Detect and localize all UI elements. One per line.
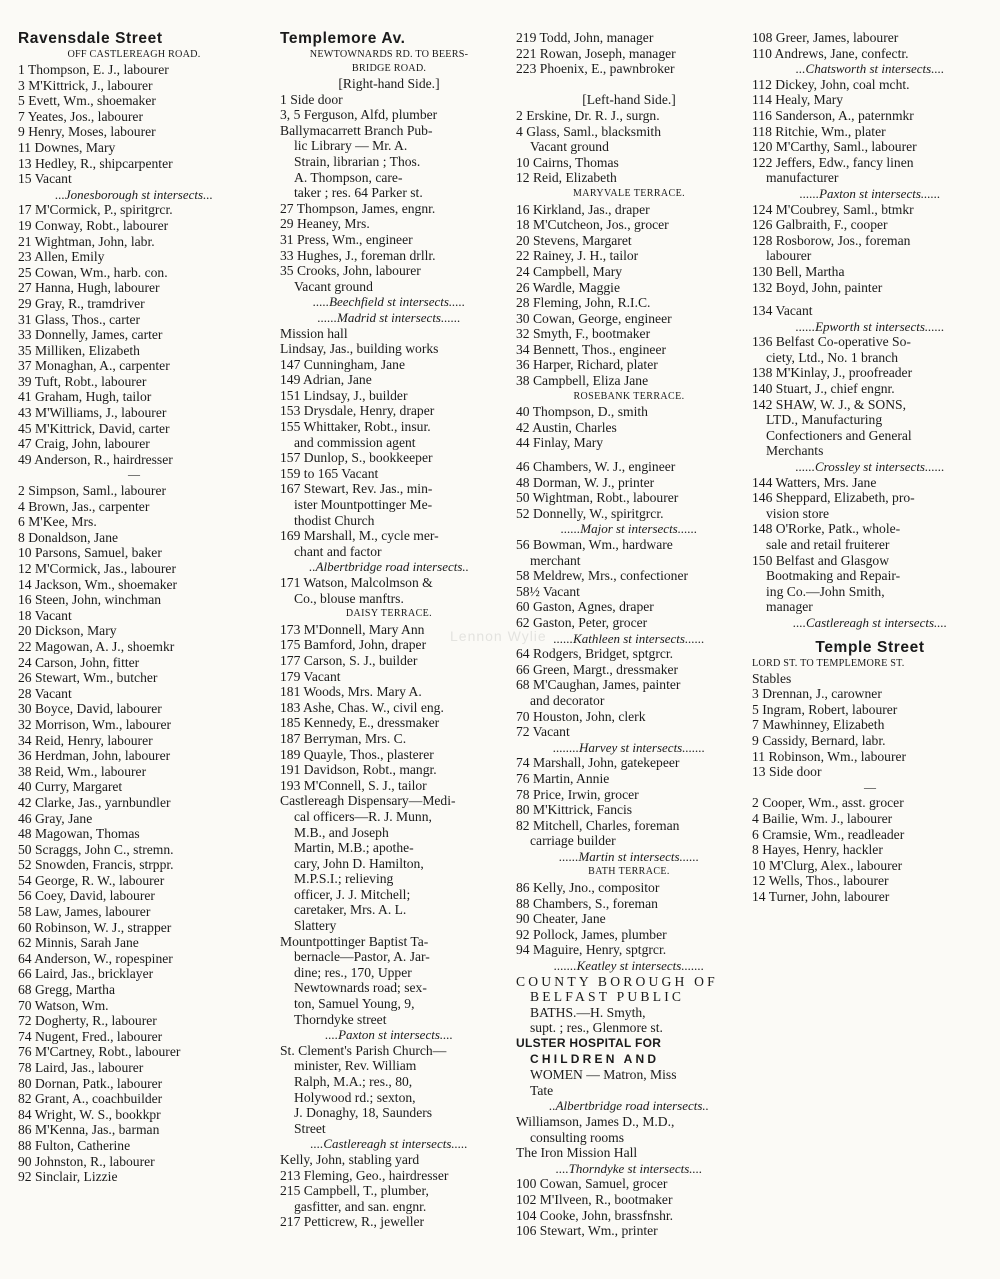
directory-entry: 35 Crooks, John, labourer (280, 263, 421, 279)
directory-entry: 11 Robinson, Wm., labourer (752, 748, 907, 764)
directory-entry: 4 Bailie, Wm. J., labourer (752, 810, 893, 826)
directory-entry: 177 Carson, S. J., builder (280, 652, 418, 668)
entry-continuation: and decorator (530, 692, 605, 708)
directory-entry: 151 Lindsay, J., builder (280, 387, 408, 403)
directory-entry: 27 Thompson, James, engnr. (280, 200, 436, 216)
entry-continuation: Street (294, 1120, 326, 1136)
directory-entry: Castlereagh Dispensary—Medi- (280, 793, 456, 809)
entry-continuation: Merchants (766, 443, 824, 459)
street-route: NEWTOWNARDS RD. TO BEERS- (309, 49, 469, 60)
directory-entry: 167 Stewart, Rev. Jas., min- (280, 481, 433, 497)
directory-entry: 62 Minnis, Sarah Jane (18, 935, 139, 951)
entry-continuation: Co., blouse manftrs. (294, 590, 404, 606)
directory-entry: 11 Downes, Mary (18, 139, 116, 155)
spacer (752, 295, 988, 303)
directory-entry: 86 M'Kenna, Jas., barman (18, 1122, 160, 1138)
column-2 (280, 30, 498, 1230)
directory-entry: The Iron Mission Hall (516, 1145, 638, 1161)
intersection-note: ....Castlereagh st intersects..... (310, 1136, 468, 1152)
directory-entry: 147 Cunningham, Jane (280, 356, 405, 372)
separator: — (864, 779, 876, 794)
directory-entry: 92 Pollock, James, plumber (516, 926, 667, 942)
intersection-note: ........Harvey st intersects....... (552, 739, 705, 755)
directory-entry: 92 Sinclair, Lizzie (18, 1169, 118, 1185)
entry-continuation: taker ; res. 64 Parker st. (294, 185, 423, 201)
directory-entry: 12 Wells, Thos., labourer (752, 873, 889, 889)
directory-entry: 106 Stewart, Wm., printer (516, 1223, 658, 1239)
directory-entry: 21 Wightman, John, labr. (18, 233, 155, 249)
entry-continuation: Tate (530, 1082, 554, 1098)
directory-entry: 144 Watters, Mrs. Jane (752, 474, 877, 490)
directory-entry: 122 Jeffers, Edw., fancy linen (752, 154, 914, 170)
directory-entry: 27 Hanna, Hugh, labourer (18, 280, 160, 296)
directory-entry: 29 Gray, R., tramdriver (18, 295, 145, 311)
intersection-note: ......Madrid st intersects...... (317, 309, 461, 325)
directory-entry: 70 Watson, Wm. (18, 997, 109, 1013)
terrace-heading: ROSEBANK TERRACE. (573, 390, 685, 402)
directory-entry: 8 Hayes, Henry, hackler (752, 842, 883, 858)
directory-entry: 130 Bell, Martha (752, 263, 845, 279)
directory-entry: 2 Erskine, Dr. R. J., surgn. (516, 107, 660, 123)
entry-continuation: officer, J. J. Mitchell; (294, 886, 411, 902)
directory-entry: 84 Wright, W. S., bookkpr (18, 1106, 161, 1122)
directory-entry: 52 Snowden, Francis, strppr. (18, 857, 174, 873)
directory-entry: 26 Wardle, Maggie (516, 279, 620, 295)
directory-entry: 120 M'Carthy, Saml., labourer (752, 139, 917, 155)
intersection-note: ..Albertbridge road intersects.. (549, 1098, 709, 1114)
directory-entry: [Left-hand Side.] (582, 92, 676, 108)
directory-entry: 100 Cowan, Samuel, grocer (516, 1176, 668, 1192)
entry-continuation: M.B., and Joseph (294, 824, 389, 840)
entry-continuation: chant and factor (294, 543, 382, 559)
entry-continuation: thodist Church (294, 512, 375, 528)
directory-entry: 36 Harper, Richard, plater (516, 357, 658, 373)
column-3 (516, 30, 742, 1239)
directory-entry: 34 Bennett, Thos., engineer (516, 341, 667, 357)
directory-entry: 28 Vacant (18, 685, 72, 701)
entry-continuation: Vacant ground (294, 278, 373, 294)
intersection-note: .......Keatley st intersects....... (553, 958, 705, 974)
directory-entry: 10 M'Clurg, Alex., labourer (752, 857, 903, 873)
directory-entry: 30 Cowan, George, engineer (516, 310, 672, 326)
entry-continuation: consulting rooms (530, 1129, 625, 1145)
directory-entry: 47 Craig, John, labourer (18, 436, 150, 452)
entry-continuation: ton, Samuel Young, 9, (294, 996, 415, 1012)
directory-entry: 22 Magowan, A. J., shoemkr (18, 638, 175, 654)
directory-entry: 25 Cowan, Wm., harb. con. (18, 264, 168, 280)
directory-entry: 187 Berryman, Mrs. C. (280, 730, 407, 746)
entry-continuation: ister Mountpottinger Me- (294, 497, 433, 513)
separator: — (128, 467, 140, 482)
directory-entry: 15 Vacant (18, 171, 72, 187)
entry-continuation: BELFAST PUBLIC (530, 989, 685, 1005)
directory-entry: 16 Kirkland, Jas., draper (516, 201, 650, 217)
directory-entry: 13 Hedley, R., shipcarpenter (18, 155, 173, 171)
directory-entry: 76 M'Cartney, Robt., labourer (18, 1044, 181, 1060)
directory-entry: 124 M'Coubrey, Saml., btmkr (752, 201, 914, 217)
directory-entry: 221 Rowan, Joseph, manager (516, 45, 676, 61)
directory-entry: Kelly, John, stabling yard (280, 1151, 420, 1167)
directory-entry: [Right-hand Side.] (338, 76, 440, 91)
directory-entry: 88 Chambers, S., foreman (516, 895, 658, 911)
directory-entry: 153 Drysdale, Henry, draper (280, 403, 435, 419)
spacer (516, 77, 742, 93)
entry-continuation: Vacant ground (530, 139, 609, 155)
directory-entry: 181 Woods, Mrs. Mary A. (280, 684, 422, 700)
directory-entry: 68 M'Caughan, James, painter (516, 677, 681, 693)
entry-continuation: BATHS.—H. Smyth, (530, 1004, 646, 1020)
directory-entry: 134 Vacant (752, 303, 813, 319)
directory-entry: COUNTY BOROUGH OF (516, 973, 718, 989)
directory-entry: 215 Campbell, T., plumber, (280, 1183, 429, 1199)
directory-entry: 78 Price, Irwin, grocer (516, 786, 639, 802)
directory-entry: 46 Chambers, W. J., engineer (516, 459, 676, 475)
entry-continuation: A. Thompson, care- (294, 169, 403, 185)
directory-entry: 191 Davidson, Robt., mangr. (280, 762, 437, 778)
directory-entry: 157 Dunlop, S., bookkeeper (280, 450, 433, 466)
intersection-note: ....Castlereagh st intersects.... (792, 614, 948, 630)
entry-continuation: WOMEN — Matron, Miss (530, 1067, 677, 1083)
entry-continuation: gasfitter, and san. engnr. (294, 1198, 427, 1214)
entry-continuation: caretaker, Mrs. A. L. (294, 902, 407, 918)
directory-entry: 44 Finlay, Mary (516, 435, 604, 451)
directory-entry: 38 Campbell, Eliza Jane (516, 373, 649, 389)
directory-entry: 48 Dorman, W. J., printer (516, 474, 655, 490)
spacer (752, 631, 988, 639)
directory-entry: 94 Maguire, Henry, sptgrcr. (516, 942, 667, 958)
directory-entry: 32 Morrison, Wm., labourer (18, 716, 172, 732)
directory-entry: 35 Milliken, Elizabeth (18, 342, 140, 358)
entry-continuation: and commission agent (294, 434, 416, 450)
directory-entry: 12 Reid, Elizabeth (516, 170, 617, 186)
directory-entry: Mountpottinger Baptist Ta- (280, 933, 429, 949)
entry-continuation: bernacle—Pastor, A. Jar- (294, 949, 430, 965)
intersection-note: ......Major st intersects...... (560, 521, 698, 537)
directory-entry: Ballymacarrett Branch Pub- (280, 122, 433, 138)
directory-entry: St. Clement's Parish Church— (280, 1042, 447, 1058)
directory-entry: 20 Stevens, Margaret (516, 232, 632, 248)
entry-continuation: cal officers—R. J. Munn, (294, 808, 432, 824)
directory-entry: 169 Marshall, M., cycle mer- (280, 528, 439, 544)
directory-entry: 104 Cooke, John, brassfnshr. (516, 1207, 674, 1223)
directory-entry: 45 M'Kittrick, David, carter (18, 420, 170, 436)
street-heading: Ravensdale Street (18, 30, 163, 47)
directory-entry: 189 Quayle, Thos., plasterer (280, 746, 434, 762)
directory-entry: ULSTER HOSPITAL FOR (516, 1036, 662, 1050)
directory-entry: 118 Ritchie, Wm., plater (752, 123, 886, 139)
directory-entry: 76 Martin, Annie (516, 770, 610, 786)
directory-entry: 3 Drennan, J., carowner (752, 686, 882, 702)
directory-entry: 116 Sanderson, A., paternmkr (752, 107, 914, 123)
directory-entry: 70 Houston, John, clerk (516, 708, 646, 724)
directory-entry: 36 Herdman, John, labourer (18, 748, 171, 764)
directory-entry: 140 Stuart, J., chief engnr. (752, 381, 895, 397)
directory-entry: 62 Gaston, Peter, grocer (516, 614, 648, 630)
street-route: BRIDGE ROAD. (351, 63, 427, 74)
directory-entry: 19 Conway, Robt., labourer (18, 217, 169, 233)
directory-entry: 58½ Vacant (516, 583, 580, 599)
street-route: OFF CASTLEREAGH ROAD. (67, 49, 201, 60)
entry-continuation: Strain, librarian ; Thos. (294, 153, 421, 169)
directory-entry: 8 Donaldson, Jane (18, 529, 119, 545)
directory-entry: 37 Monaghan, A., carpenter (18, 358, 170, 374)
directory-entry: 7 Yeates, Jos., labourer (18, 108, 143, 124)
entry-continuation: LTD., Manufacturing (766, 412, 883, 428)
directory-entry: 159 to 165 Vacant (280, 465, 379, 481)
directory-entry: 31 Glass, Thos., carter (18, 311, 141, 327)
directory-entry: 66 Green, Margt., dressmaker (516, 661, 679, 677)
directory-entry: 142 SHAW, W. J., & SONS, (752, 396, 907, 412)
directory-entry: 3 M'Kittrick, J., labourer (18, 77, 153, 93)
directory-entry: 9 Cassidy, Bernard, labr. (752, 732, 886, 748)
directory-entry: 80 M'Kittrick, Fancis (516, 802, 633, 818)
directory-entry: 183 Ashe, Chas. W., civil eng. (280, 699, 444, 715)
directory-entry: 14 Jackson, Wm., shoemaker (18, 576, 178, 592)
intersection-note: ......Paxton st intersects...... (799, 185, 941, 201)
directory-entry: 20 Dickson, Mary (18, 623, 117, 639)
directory-entry: 132 Boyd, John, painter (752, 279, 883, 295)
directory-entry: 38 Reid, Wm., labourer (18, 763, 147, 779)
entry-continuation: labourer (766, 248, 812, 264)
directory-entry: 66 Laird, Jas., bricklayer (18, 966, 154, 982)
directory-entry: 110 Andrews, Jane, confectr. (752, 45, 909, 61)
directory-entry: 26 Stewart, Wm., butcher (18, 670, 158, 686)
watermark: Lennon Wylie (450, 628, 547, 644)
intersection-note: ......Epworth st intersects...... (795, 318, 945, 334)
directory-entry: 5 Evett, Wm., shoemaker (18, 93, 156, 109)
intersection-note: ......Kathleen st intersects...... (553, 630, 705, 646)
entry-continuation: manufacturer (766, 170, 839, 186)
directory-entry: 52 Donnelly, W., spiritgrcr. (516, 505, 664, 521)
terrace-heading: MARYVALE TERRACE. (572, 187, 685, 199)
directory-entry: 213 Fleming, Geo., hairdresser (280, 1167, 449, 1183)
directory-entry: 40 Thompson, D., smith (516, 404, 648, 420)
directory-entry: 149 Adrian, Jane (280, 372, 372, 388)
directory-entry: 12 M'Cormick, Jas., labourer (18, 561, 176, 576)
entry-continuation: lic Library — Mr. A. (294, 138, 408, 154)
intersection-note: ..Albertbridge road intersects.. (309, 559, 469, 575)
directory-entry: Williamson, James D., M.D., (516, 1113, 675, 1129)
intersection-note: ...Jonesborough st intersects... (55, 186, 213, 202)
directory-entry: 82 Mitchell, Charles, foreman (516, 817, 680, 833)
directory-entry: 13 Side door (752, 764, 822, 780)
entry-continuation: Newtownards road; sex- (294, 980, 427, 996)
directory-entry: 108 Greer, James, labourer (752, 30, 899, 45)
directory-entry: 114 Healy, Mary (752, 92, 844, 108)
directory-entry: 42 Austin, Charles (516, 419, 617, 435)
directory-entry: Stables (752, 670, 792, 686)
directory-entry: 112 Dickey, John, coal mcht. (752, 76, 910, 92)
directory-entry: 60 Gaston, Agnes, draper (516, 599, 654, 615)
directory-entry: 43 M'Williams, J., labourer (18, 405, 167, 421)
entry-continuation: CHILDREN AND (530, 1051, 660, 1066)
directory-entry: 40 Curry, Margaret (18, 779, 123, 795)
entry-continuation: Ralph, M.A.; res., 80, (294, 1074, 413, 1089)
directory-entry: 6 Cramsie, Wm., readleader (752, 826, 905, 842)
directory-entry: 48 Magowan, Thomas (18, 826, 140, 842)
directory-entry: 7 Mawhinney, Elizabeth (752, 717, 885, 733)
street-heading: Temple Street (815, 638, 925, 656)
directory-entry: 193 M'Connell, S. J., tailor (280, 777, 427, 793)
directory-entry: 18 M'Cutcheon, Jos., grocer (516, 217, 669, 233)
spacer (516, 451, 742, 459)
directory-entry: 5 Ingram, Robert, labourer (752, 701, 898, 717)
directory-entry: 17 M'Cormick, P., spiritgrcr. (18, 202, 173, 218)
directory-entry: 30 Boyce, David, labourer (18, 701, 162, 717)
directory-entry: 32 Smyth, F., bootmaker (516, 326, 651, 342)
directory-entry: 64 Rodgers, Bridget, sptgrcr. (516, 646, 674, 662)
intersection-note: ...Chatsworth st intersects.... (795, 61, 945, 77)
entry-continuation: Martin, M.B.; apothe- (294, 840, 414, 856)
column-1 (18, 30, 250, 1185)
entry-continuation: sale and retail fruiterer (766, 537, 890, 552)
directory-entry: 88 Fulton, Catherine (18, 1137, 131, 1153)
directory-entry: 74 Marshall, John, gatekepeer (516, 755, 680, 771)
directory-entry: 46 Gray, Jane (18, 810, 93, 826)
directory-entry: 4 Glass, Saml., blacksmith (516, 123, 661, 139)
entry-continuation: ing Co.—John Smith, (766, 583, 885, 599)
directory-entry: 1 Thompson, E. J., labourer (18, 62, 169, 77)
directory-entry: 150 Belfast and Glasgow (752, 552, 890, 568)
directory-entry: 10 Cairns, Thomas (516, 154, 619, 170)
entry-continuation: merchant (530, 552, 581, 568)
directory-entry: 68 Gregg, Martha (18, 982, 116, 998)
directory-entry: 64 Anderson, W., ropespiner (18, 950, 173, 966)
directory-entry: 155 Whittaker, Robt., insur. (280, 419, 431, 435)
terrace-heading: BATH TERRACE. (588, 866, 670, 878)
directory-entry: 16 Steen, John, winchman (18, 592, 162, 608)
intersection-note: ....Thorndyke st intersects.... (555, 1160, 703, 1176)
directory-entry: 90 Cheater, Jane (516, 911, 606, 927)
directory-entry: 10 Parsons, Samuel, baker (18, 545, 162, 561)
directory-entry: 185 Kennedy, E., dressmaker (280, 715, 440, 731)
directory-entry: 41 Graham, Hugh, tailor (18, 389, 152, 405)
directory-entry: 126 Galbraith, F., cooper (752, 217, 888, 233)
entry-continuation: Slattery (294, 918, 337, 934)
directory-entry: 31 Press, Wm., engineer (280, 231, 413, 247)
directory-entry: 6 M'Kee, Mrs. (18, 514, 97, 530)
directory-entry: 138 M'Kinlay, J., proofreader (752, 365, 913, 381)
directory-entry: 24 Carson, John, fitter (18, 654, 140, 670)
directory-entry: 29 Heaney, Mrs. (280, 216, 370, 232)
directory-entry: 50 Wightman, Robt., labourer (516, 490, 679, 506)
directory-entry: 33 Hughes, J., foreman drllr. (280, 247, 436, 263)
directory-entry: 102 M'Ilveen, R., bootmaker (516, 1191, 673, 1207)
directory-entry: 173 M'Donnell, Mary Ann (280, 621, 425, 637)
directory-entry: 24 Campbell, Mary (516, 263, 623, 279)
entry-continuation: dine; res., 170, Upper (294, 964, 412, 980)
directory-entry: 60 Robinson, W. J., strapper (18, 919, 172, 935)
directory-entry: Lindsay, Jas., building works (280, 341, 439, 357)
entry-continuation: Holywood rd.; sexton, (294, 1089, 416, 1105)
terrace-heading: DAISY TERRACE. (345, 608, 433, 620)
directory-entry: 175 Bamford, John, draper (280, 637, 427, 653)
directory-entry: 179 Vacant (280, 668, 341, 684)
directory-entry: 2 Simpson, Saml., labourer (18, 483, 167, 499)
column-4 (752, 30, 988, 904)
entry-continuation: cary, John D. Hamilton, (294, 855, 424, 871)
directory-entry: 82 Grant, A., coachbuilder (18, 1091, 163, 1107)
directory-entry: 50 Scraggs, John C., stremn. (18, 841, 174, 857)
directory-entry: 148 O'Rorke, Patk., whole- (752, 521, 901, 537)
directory-entry: 90 Johnston, R., labourer (18, 1153, 155, 1169)
directory-entry: 2 Cooper, Wm., asst. grocer (752, 795, 904, 811)
directory-entry: 56 Bowman, Wm., hardware (516, 537, 673, 552)
directory-entry: 80 Dornan, Patk., labourer (18, 1075, 163, 1091)
directory-entry: 3, 5 Ferguson, Alfd, plumber (280, 107, 438, 123)
directory-entry: 58 Law, James, labourer (18, 904, 151, 920)
entry-continuation: J. Donaghy, 18, Saunders (294, 1105, 433, 1121)
directory-entry: 18 Vacant (18, 607, 72, 623)
intersection-note: ....Paxton st intersects.... (325, 1027, 453, 1043)
directory-entry: 33 Donnelly, James, carter (18, 327, 163, 343)
entry-continuation: minister, Rev. William (294, 1058, 417, 1074)
directory-entry: 72 Vacant (516, 724, 570, 740)
entry-continuation: vision store (766, 505, 830, 521)
directory-entry: 49 Anderson, R., hairdresser (18, 451, 173, 467)
directory-entry: 54 George, R. W., labourer (18, 872, 165, 888)
directory-entry: 34 Reid, Henry, labourer (18, 732, 153, 748)
directory-entry: 217 Petticrew, R., jeweller (280, 1214, 425, 1230)
directory-entry: 74 Nugent, Fred., labourer (18, 1028, 163, 1044)
directory-entry: 219 Todd, John, manager (516, 30, 654, 45)
directory-entry: Mission hall (280, 325, 348, 341)
directory-entry: 86 Kelly, Jno., compositor (516, 880, 660, 896)
entry-continuation: manager (766, 599, 813, 615)
entry-continuation: supt. ; res., Glenmore st. (530, 1020, 663, 1036)
entry-continuation: carriage builder (530, 833, 616, 849)
directory-entry: 128 Rosborow, Jos., foreman (752, 232, 911, 248)
directory-entry: 146 Sheppard, Elizabeth, pro- (752, 490, 915, 506)
directory-entry: 78 Laird, Jas., labourer (18, 1060, 144, 1075)
directory-entry: 136 Belfast Co-operative So- (752, 334, 911, 350)
directory-entry: 58 Meldrew, Mrs., confectioner (516, 568, 689, 584)
directory-entry: 56 Coey, David, labourer (18, 888, 155, 904)
entry-continuation: Bootmaking and Repair- (766, 568, 901, 584)
directory-entry: 14 Turner, John, labourer (752, 888, 890, 904)
directory-entry: 9 Henry, Moses, labourer (18, 124, 156, 140)
entry-continuation: Thorndyke street (294, 1011, 387, 1027)
entry-continuation: M.P.S.I.; relieving (294, 871, 394, 887)
street-route: LORD ST. TO TEMPLEMORE ST. (752, 657, 905, 669)
entry-continuation: ciety, Ltd., No. 1 branch (766, 349, 898, 365)
intersection-note: .....Beechfield st intersects..... (312, 294, 466, 310)
directory-entry: 28 Fleming, John, R.I.C. (516, 295, 651, 311)
directory-entry: 22 Rainey, J. H., tailor (516, 248, 639, 264)
directory-entry: 1 Side door (280, 91, 343, 107)
directory-entry: 42 Clarke, Jas., yarnbundler (18, 794, 171, 810)
directory-entry: 72 Dogherty, R., labourer (18, 1013, 157, 1029)
directory-entry: 39 Tuft, Robt., labourer (18, 373, 147, 389)
directory-entry: 4 Brown, Jas., carpenter (18, 498, 150, 514)
directory-entry: 23 Allen, Emily (18, 249, 105, 265)
intersection-note: ......Crossley st intersects...... (795, 459, 945, 475)
street-heading: Templemore Av. (280, 30, 406, 47)
directory-entry: 171 Watson, Malcolmson & (280, 575, 433, 590)
entry-continuation: Confectioners and General (766, 427, 912, 443)
intersection-note: ......Martin st intersects...... (558, 848, 700, 864)
directory-entry: 223 Phoenix, E., pawnbroker (516, 61, 675, 77)
